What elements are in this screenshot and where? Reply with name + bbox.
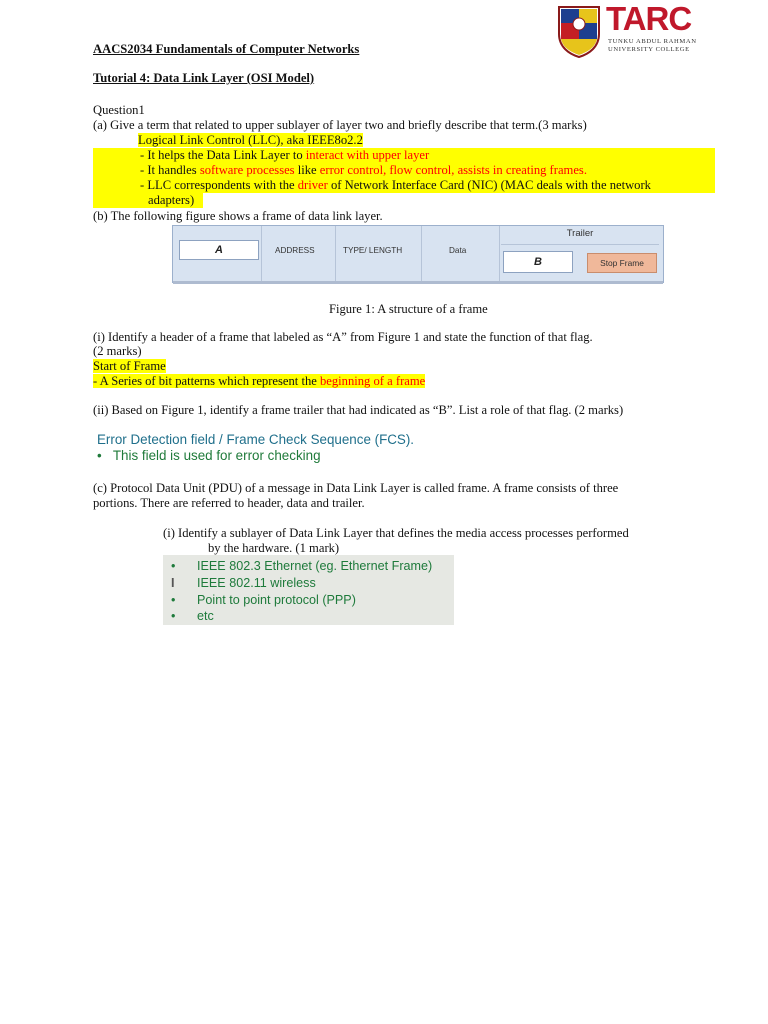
answer-c-i-item-text: IEEE 802.3 Ethernet (eg. Ethernet Frame)	[197, 559, 433, 573]
answer-c-i-item-text: Point to point protocol (PPP)	[197, 593, 356, 607]
frame-field-b: B	[503, 251, 573, 273]
answer-c-i-item-text: IEEE 802.11 wireless	[197, 576, 316, 590]
course-title: AACS2034 Fundamentals of Computer Networks	[93, 42, 360, 56]
frame-field-a: A	[179, 240, 259, 260]
tutorial-title: Tutorial 4: Data Link Layer (OSI Model)	[93, 71, 315, 85]
answer-c-i-item	[171, 558, 432, 574]
university-crest-logo	[556, 4, 602, 58]
bullet-3-cont-text: adapters)	[148, 193, 195, 207]
answer-c-i-snippet	[163, 555, 454, 625]
logo-wordmark: TARC	[606, 0, 692, 37]
question-c-i-line2: by the hardware. (1 mark)	[208, 541, 340, 555]
answer-c-i-item-text: etc	[197, 609, 214, 623]
question-b-i-line1: (i) Identify a header of a frame that labeled as “A” from Figure 1 and state the function of that flag.	[93, 330, 593, 344]
answer-b-i-desc-red: beginning of a frame	[319, 374, 426, 388]
answer-b-ii-snippet	[97, 432, 414, 464]
bullet-3-red: driver	[297, 178, 328, 192]
bullet-3-suffix: of Network Interface Card (NIC) (MAC deals with the network	[327, 178, 651, 192]
answer-a-bullet-2	[93, 163, 715, 178]
question-c-i-line1: (i) Identify a sublayer of Data Link Layer that defines the media access processes performed	[163, 526, 629, 540]
question-c-line2: portions. There are referred to header, data and trailer.	[93, 496, 365, 510]
bullet-1-text: - It helps the Data Link Layer to	[140, 148, 306, 162]
field-divider	[261, 226, 262, 282]
answer-a-term	[138, 133, 363, 148]
question-c-line1: (c) Protocol Data Unit (PDU) of a message in Data Link Layer is called frame. A frame consists of three	[93, 481, 619, 495]
bullet-2-red-2: error control, flow control, assists in creating frames.	[319, 163, 587, 177]
question-a: (a) Give a term that related to upper sublayer of layer two and briefly describe that term.(3 marks)	[93, 118, 587, 132]
question-b-ii: (ii) Based on Figure 1, identify a frame trailer that had indicated as “B”. List a role of that flag. (2 marks)	[93, 403, 624, 417]
text-cursor-icon: I	[171, 576, 175, 590]
frame-field-type-length: TYPE/ LENGTH	[343, 246, 403, 255]
bullet-2-red-1: software processes	[199, 163, 295, 177]
bullet-icon: •	[97, 448, 102, 463]
answer-b-i-desc-text: - A Series of bit patterns which represent the	[93, 374, 320, 388]
answer-c-i-item	[171, 575, 316, 591]
answer-c-i-item	[171, 608, 214, 624]
frame-field-data: Data	[449, 246, 467, 255]
answer-b-ii-line2: This field is used for error checking	[112, 448, 321, 463]
bullet-1-red: interact with upper layer	[305, 148, 430, 162]
bullet-2-mid: like	[294, 163, 320, 177]
answer-a-bullet-3	[93, 178, 715, 193]
figure-shadow	[173, 281, 663, 284]
answer-b-i-desc	[93, 374, 425, 389]
logo-subtitle-line2: UNIVERSITY COLLEGE	[608, 46, 690, 53]
frame-trailer-heading: Trailer	[501, 226, 659, 245]
question-label: Question1	[93, 103, 145, 117]
answer-c-i-item	[171, 592, 356, 608]
logo-subtitle-line1: TUNKU ABDUL RAHMAN	[608, 38, 697, 45]
answer-b-ii-line2-row	[97, 448, 414, 464]
question-b: (b) The following figure shows a frame of data link layer.	[93, 209, 383, 223]
frame-field-stop-frame: Stop Frame	[587, 253, 657, 273]
answer-a-term-text: Logical Link Control (LLC), aka IEEE8o2.2	[138, 133, 363, 147]
answer-a-bullet-1	[93, 148, 715, 163]
field-divider	[421, 226, 422, 282]
frame-structure-figure	[172, 225, 664, 283]
bullet-icon: •	[171, 593, 176, 607]
field-divider	[335, 226, 336, 282]
answer-b-i-title-text: Start of Frame	[93, 359, 166, 373]
question-b-i-line2: (2 marks)	[93, 344, 142, 358]
bullet-2-text: - It handles	[140, 163, 200, 177]
bullet-icon: •	[171, 609, 176, 623]
frame-field-address: ADDRESS	[275, 246, 315, 255]
answer-b-i-title	[93, 359, 166, 374]
figure-caption: Figure 1: A structure of a frame	[329, 302, 488, 316]
bullet-3-text: - LLC correspondents with the	[140, 178, 298, 192]
field-divider	[499, 226, 500, 282]
answer-a-bullet-3-cont	[93, 193, 203, 208]
answer-b-ii-line1: Error Detection field / Frame Check Sequence (FCS).	[97, 432, 415, 447]
bullet-icon: •	[171, 559, 176, 573]
